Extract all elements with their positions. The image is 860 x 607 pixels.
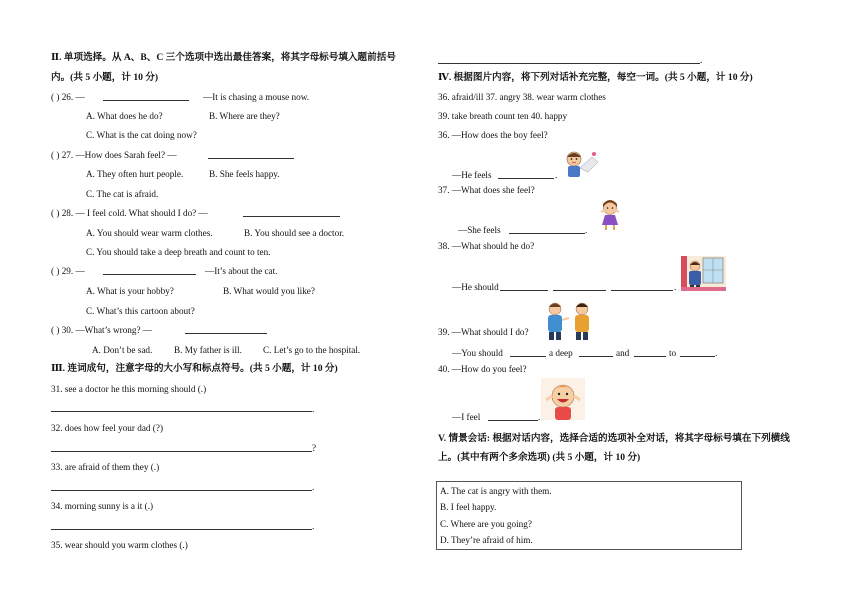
q26-blank[interactable] [103,100,189,101]
section-3-title: Ⅲ. 连词成句，注意字母的大小写和标点符号。(共 5 小题，计 10 分) [51,363,338,374]
happy-boy-icon [541,378,585,420]
q39-blank-1[interactable] [510,356,546,357]
q40-answer: —I feel [452,412,481,422]
q32-end-mark: ? [312,443,317,453]
q29-option-c: C. What’s this cartoon about? [86,306,195,316]
q37-answer: —She feels [458,225,501,235]
option-b: B. I feel happy. [440,502,497,512]
sick-boy-icon [562,148,600,178]
q26-option-c: C. What is the cat doing now? [86,130,197,140]
q29-reply: —It’s about the cat. [205,266,278,276]
q40-blank[interactable] [488,420,538,421]
q30-stem: ( ) 30. —What’s wrong? — [51,325,153,335]
q28-stem: ( ) 28. — I feel cold. What should I do? — [51,208,208,218]
q39-answer-part-3: and [616,348,630,358]
q35-words: 35. wear should you warm clothes (.) [51,540,188,550]
q29-blank[interactable] [103,274,196,275]
q30-option-b: B. My father is ill. [174,345,242,355]
q37-question: 37. —What does she feel? [438,185,535,195]
q33-end-mark: . [312,482,315,492]
q26-stem: ( ) 26. — [51,92,85,102]
options-box [436,481,742,550]
q36-question: 36. —How does the boy feel? [438,130,548,140]
section-4-title: Ⅳ. 根据图片内容，将下列对话补充完整，每空一词。(共 5 小题，计 10 分) [438,72,753,83]
q39-blank-2[interactable] [579,356,613,357]
q38-blank-1[interactable] [500,290,548,291]
q36-end: . [555,170,558,180]
q38-end: . [674,282,677,292]
q28-blank[interactable] [243,216,340,217]
q34-end-mark: . [312,521,315,531]
q38-blank-3[interactable] [611,290,673,291]
q29-option-a: A. What is your hobby? [86,286,174,296]
q27-option-b: B. She feels happy. [209,169,280,179]
q36-blank[interactable] [498,178,554,179]
previous-end-mark: . [700,55,703,65]
q37-end: . [585,225,588,235]
q40-question: 40. —How do you feel? [438,364,527,374]
q26-reply: —It is chasing a mouse now. [203,92,310,102]
q39-answer-part-2: a deep [549,348,573,358]
q37-blank[interactable] [509,233,585,234]
q31-answer-line[interactable] [51,411,312,412]
q39-answer-part-4: to [669,348,677,358]
q39-blank-3[interactable] [634,356,666,357]
section-5-title: V. 情景会话: 根据对话内容，选择合适的选项补全对话，将其字母标号填在下列横线 [438,433,790,444]
q39-question: 39. —What should I do? [438,327,529,337]
q27-option-c: C. The cat is afraid. [86,189,159,199]
q38-blank-2[interactable] [553,290,606,291]
q28-option-a: A. You should wear warm clothes. [86,228,213,238]
q26-option-a: A. What does he do? [86,111,163,121]
q33-answer-line[interactable] [51,490,312,491]
q32-words: 32. does how feel your dad (?) [51,423,163,433]
q38-question: 38. —What should he do? [438,241,535,251]
q30-blank[interactable] [185,333,267,334]
q26-option-b: B. Where are they? [209,111,280,121]
q39-end: . [715,348,718,358]
q39-blank-4[interactable] [680,356,715,357]
q34-answer-line[interactable] [51,529,312,530]
q30-option-c: C. Let’s go to the hospital. [263,345,361,355]
section-5-title-cont: 上。(其中有两个多余选项) (共 5 小题，计 10 分) [438,452,641,463]
girl-icon [597,199,623,231]
q34-words: 34. morning sunny is a it (.) [51,501,154,511]
boy-by-window-icon [681,256,726,291]
q28-option-b: B. You should see a doctor. [244,228,345,238]
q39-answer-part-1: —You should [452,348,503,358]
q29-stem: ( ) 29. — [51,266,85,276]
q31-end-mark: . [312,404,315,414]
q30-option-a: A. Don’t be sad. [92,345,153,355]
two-men-talking-icon [541,300,597,340]
q27-stem: ( ) 27. —How does Sarah feel? — [51,150,177,160]
q36-answer: —He feels [452,170,492,180]
q33-words: 33. are afraid of them they (.) [51,462,160,472]
word-bank-2: 39. take breath count ten 40. happy [438,111,568,121]
option-d: D. They’re afraid of him. [440,535,533,545]
q27-blank[interactable] [208,158,294,159]
q32-answer-line[interactable] [51,451,312,452]
q40-end: . [538,412,541,422]
word-bank-1: 36. afraid/ill 37. angry 38. wear warm clothes [438,92,606,102]
q29-option-b: B. What would you like? [223,286,315,296]
section-2-title-cont: 内。(共 5 小题，计 10 分) [51,72,159,83]
option-c: C. Where are you going? [440,519,532,529]
q31-words: 31. see a doctor he this morning should (.) [51,384,207,394]
previous-answer-line[interactable] [438,63,700,64]
q27-option-a: A. They often hurt people. [86,169,184,179]
section-2-title: Ⅱ. 单项选择。从 A、B、C 三个选项中选出最佳答案，将其字母标号填入题前括号 [51,52,396,63]
q38-answer: —He should [452,282,499,292]
option-a: A. The cat is angry with them. [440,486,552,496]
q28-option-c: C. You should take a deep breath and count to ten. [86,247,271,257]
